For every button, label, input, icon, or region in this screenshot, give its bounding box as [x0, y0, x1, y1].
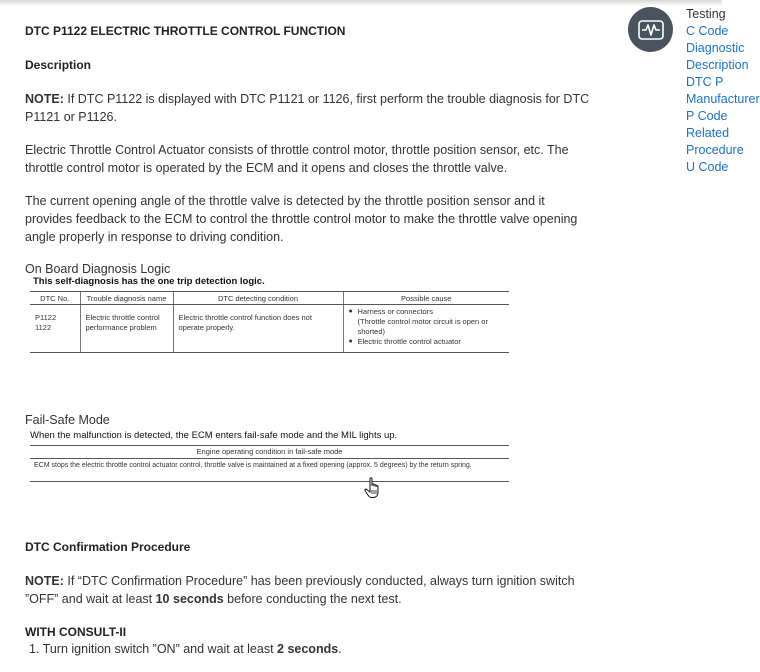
page-title: DTC P1122 ELECTRIC THROTTLE CONTROL FUNCTION: [25, 24, 346, 38]
cause-1: Harness or connectors: [357, 307, 433, 316]
cell-possible-cause: [343, 305, 509, 353]
toc-link-diagnostic[interactable]: Diagnostic: [686, 41, 745, 55]
dtc-no-2: 1122: [35, 323, 52, 332]
cause-1-detail: (Throttle control motor circuit is open or shorted): [357, 317, 488, 336]
sidebar-toc: [686, 6, 760, 176]
obd-logic-table: [30, 291, 509, 353]
failsafe-table-row: ECM stops the electric throttle control actuator control, throttle valve is maintained at a fixed opening (approx. 5 degrees) by the return spring.: [30, 459, 509, 482]
step-1-text-a: 1. Turn ignition switch ”ON” and wait at least: [29, 642, 278, 656]
col-possible-cause: Possible cause: [343, 292, 509, 305]
table-header-row: [30, 292, 509, 305]
note-text: If DTC P1122 is displayed with DTC P1121 or 1126, first perform the trouble diagnosis for DTC P1121 or P1126.: [25, 92, 590, 124]
description-heading: Description: [25, 58, 92, 72]
note-paragraph: [25, 90, 595, 126]
note-label: NOTE:: [25, 92, 64, 106]
consult-heading: WITH CONSULT-II: [25, 625, 127, 639]
description-paragraph-2: The current opening angle of the throttle valve is detected by the throttle position sensor and it provides feedback to the ECM to control the throttle control motor to make the throttle valve opening angle properly in response to driving condition.: [25, 194, 578, 244]
obd-figure-caption: This self-diagnosis has the one trip detection logic.: [33, 276, 265, 287]
step-1-seconds: 2 seconds: [277, 642, 339, 656]
toc-link-description[interactable]: Description: [686, 58, 749, 72]
toc-link-manufacturer[interactable]: Manufacturer: [686, 92, 760, 106]
waveform-icon: [638, 20, 664, 40]
toc-link-p-code[interactable]: P Code: [686, 109, 728, 123]
toc-link-c-code[interactable]: C Code: [686, 24, 729, 38]
note2-text-a: If “DTC Confirmation Procedure” has been previously conducted, always turn ignition switch ”OFF” and wait at least: [25, 574, 575, 606]
step-1-text-b: .: [338, 642, 342, 656]
note2-paragraph: [25, 572, 595, 608]
col-detecting-condition: DTC detecting condition: [173, 292, 343, 305]
note2-label: NOTE:: [25, 574, 64, 588]
dtc-no-1: P1122: [35, 313, 57, 322]
cause-list: [349, 307, 506, 347]
col-trouble-name: Trouble diagnosis name: [80, 292, 173, 305]
obd-logic-figure: [30, 276, 510, 353]
waveform-button[interactable]: [628, 7, 673, 52]
step-1: [25, 640, 595, 658]
note2-seconds: 10 seconds: [155, 592, 224, 606]
list-item: ● Electric throttle control actuator: [349, 337, 506, 347]
description-paragraph-1: Electric Throttle Control Actuator consists of throttle control motor, throttle position sensor, etc. The throttle control motor is operated by the ECM and it opens and closes the throttle valve.: [25, 143, 569, 175]
note2-text-b: before conducting the next test.: [223, 592, 402, 606]
toc-link-related[interactable]: Related: [686, 126, 730, 140]
toc-title: Testing: [686, 7, 726, 21]
failsafe-caption: When the malfunction is detected, the ECM enters fail-safe mode and the MIL lights up.: [30, 430, 398, 441]
hand-cursor-icon: [364, 477, 382, 499]
confirmation-heading: DTC Confirmation Procedure: [25, 540, 191, 554]
cell-detecting-condition: Electric throttle control function does not operate properly.: [173, 305, 343, 353]
failsafe-heading: Fail-Safe Mode: [25, 413, 110, 427]
toc-link-u-code[interactable]: U Code: [686, 160, 729, 174]
cell-dtc-no: [30, 305, 80, 353]
cell-trouble-name: Electric throttle control performance problem: [80, 305, 173, 353]
table-row: [30, 305, 509, 353]
col-dtc-no: DTC No.: [30, 292, 80, 305]
failsafe-table-header: Engine operating condition in fail-safe mode: [30, 445, 509, 459]
toc-link-procedure[interactable]: Procedure: [686, 143, 744, 157]
failsafe-figure: [30, 430, 510, 482]
obd-heading: On Board Diagnosis Logic: [25, 262, 171, 276]
list-item: [349, 307, 506, 337]
toc-link-dtc-p[interactable]: DTC P: [686, 75, 724, 89]
top-shadow: [0, 0, 722, 6]
